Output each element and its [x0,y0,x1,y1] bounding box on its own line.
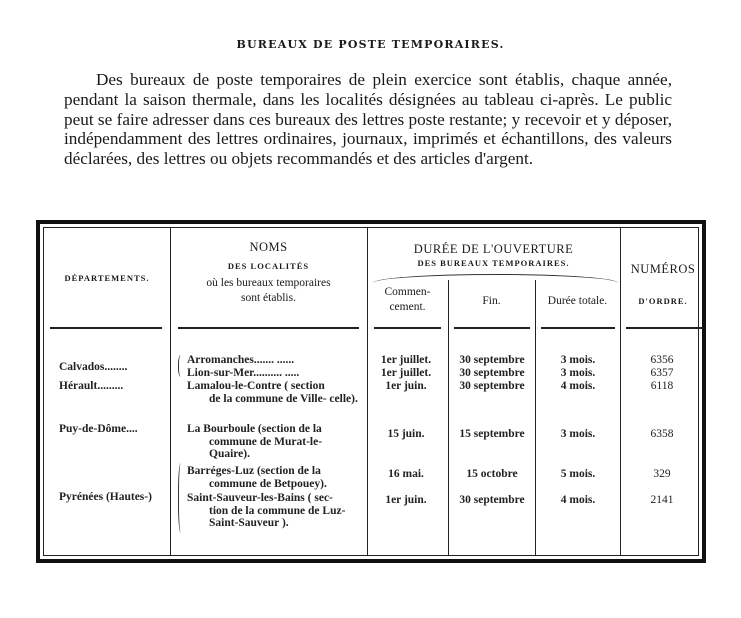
row-commencement: 1er juillet. [380,367,432,379]
row-numero: 6356 [650,354,674,366]
header-duree: DURÉE DE L'OUVERTURE [413,242,574,256]
intro-paragraph: Des bureaux de poste temporaires de plein exercice sont établis, chaque année, pendant la saison thermale, dans les localités désignées au tableau ci-après. Le public peut se faire adresser dans ces bureaux des lettres poste restante; y recevoir et y déposer, indépendamment des lettres ordinaires, journaux, imprimés et échantillons, des valeurs déclarées, des lettres ou objets recommandés et des articles d'argent. [64,70,672,169]
row-localite: Lamalou-le-Contre ( section de la commune de Ville- celle). [187,380,358,405]
column-divider [535,280,536,555]
header-commencement: Commen- cement. [384,286,431,313]
header-noms-sub: DES LOCALITÉS [227,261,310,271]
row-numero: 2141 [650,494,674,506]
row-fin: 30 septembre [459,354,525,366]
brace [178,463,185,533]
row-numero: 6358 [650,428,674,440]
column-divider [620,228,621,555]
header-rule [454,327,530,329]
row-duree: 3 mois. [560,367,596,379]
column-divider [448,280,449,555]
row-commencement: 1er juillet. [380,354,432,366]
header-rule [50,327,162,329]
row-fin: 30 septembre [459,367,525,379]
row-fin: 30 septembre [459,494,525,506]
header-rule [178,327,359,329]
row-localite: Barréges-Luz (section de la commune de Betpouey). [187,465,327,490]
header-noms: NOMS [249,240,288,254]
header-numeros: NUMÉROS [630,262,696,276]
section-heading: BUREAUX DE POSTE TEMPORAIRES. [236,38,505,51]
row-numero: 6118 [650,380,674,392]
row-duree: 4 mois. [560,380,596,392]
table-frame [36,220,706,563]
row-fin: 15 octobre [466,468,518,480]
row-departement: Pyrénées (Hautes-) [59,491,152,503]
row-localite: Arromanches....... ...... [187,354,295,366]
row-duree: 3 mois. [560,428,596,440]
header-fin: Fin. [482,295,501,307]
row-localite: Lion-sur-Mer.......... ..... [187,367,300,379]
header-numeros-sub: D'ORDRE. [638,296,688,306]
table [43,227,699,556]
row-fin: 30 septembre [459,380,525,392]
row-commencement: 16 mai. [388,468,424,480]
row-localite: Saint-Sauveur-les-Bains ( sec- tion de la commune de Luz-Saint-Sauveur ). [187,492,346,529]
header-duree-totale: Durée totale. [547,295,608,307]
header-rule [541,327,615,329]
row-commencement: 1er juin. [385,494,427,506]
row-commencement: 15 juin. [387,428,425,440]
row-duree: 5 mois. [560,468,596,480]
row-numero: 329 [653,468,671,480]
row-departement: Puy-de-Dôme.... [59,423,138,435]
row-duree: 4 mois. [560,494,596,506]
row-commencement: 1er juin. [385,380,427,392]
header-rule [626,327,702,329]
header-noms-desc: où les bureaux temporaires sont établis. [206,277,331,304]
row-departement: Hérault......... [59,380,124,392]
row-departement: Calvados........ [59,361,128,373]
row-localite: La Bourboule (section de la commune de Murat-le- Quaire). [187,423,323,460]
header-duree-sub: DES BUREAUX TEMPORAIRES. [417,258,570,268]
overbrace [373,274,618,283]
header-departements: DÉPARTEMENTS. [64,273,150,283]
row-fin: 15 septembre [459,428,525,440]
row-numero: 6357 [650,367,674,379]
row-duree: 3 mois. [560,354,596,366]
header-rule [374,327,441,329]
brace [178,355,185,377]
